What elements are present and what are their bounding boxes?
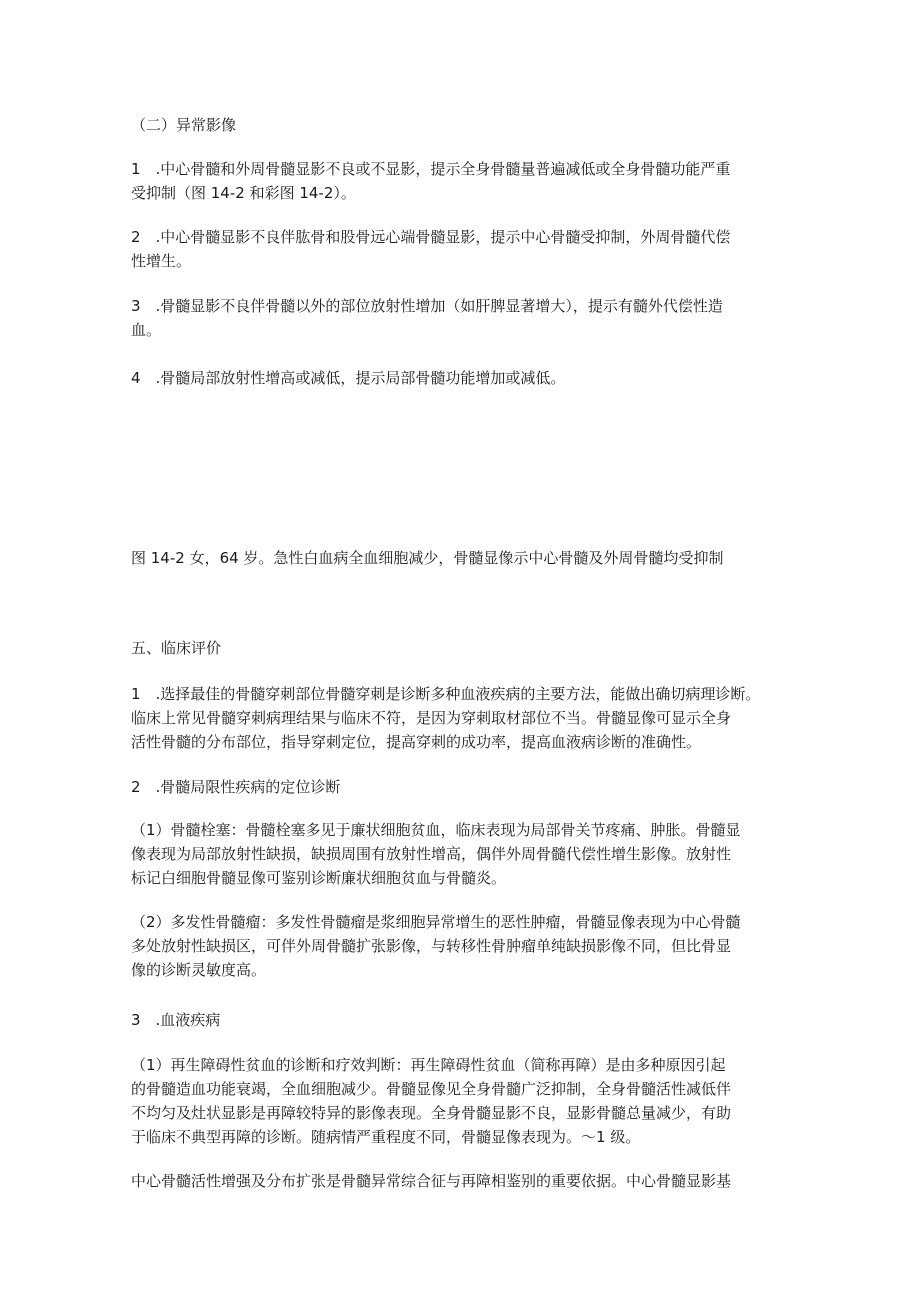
text-line: 性增生。	[131, 252, 192, 270]
paragraph-clinical-6	[131, 1053, 821, 1149]
text-line: 活性骨髓的分布部位，指导穿刺定位，提高穿刺的成功率，提高血液病诊断的准确性。	[131, 733, 702, 751]
text-line: （2）多发性骨髓瘤：多发性骨髓瘤是浆细胞异常增生的恶性肿瘤，骨髓显像表现为中心骨髓	[131, 913, 741, 931]
text-line: 4 .骨髓局部放射性增高或减低，提示局部骨髓功能增加或减低。	[131, 369, 566, 387]
paragraph-clinical-1	[131, 682, 821, 754]
text-line: 像的诊断灵敏度高。	[131, 961, 267, 979]
section-heading-abnormal-imaging: （二）异常影像	[131, 116, 237, 134]
text-line: 血。	[131, 321, 162, 339]
text-line: 受抑制（图 14-2 和彩图 14-2）。	[131, 184, 356, 202]
text-line: 标记白细胞骨髓显像可鉴别诊断廉状细胞贫血与骨髓炎。	[131, 869, 507, 887]
text-line: 2 .中心骨髓显影不良伴肱骨和股骨远心端骨髓显影，提示中心骨髓受抑制，外周骨髓代偿	[131, 228, 731, 246]
figure-caption: 图 14-2 女，64 岁。急性白血病全血细胞减少，骨髓显像示中心骨髓及外周骨髓均受抑制	[131, 549, 724, 567]
text-line: 2 .骨髓局限性疾病的定位诊断	[131, 778, 341, 796]
paragraph-clinical-2	[131, 775, 821, 799]
text-line: 3 .血液疾病	[131, 1011, 221, 1029]
section-heading-clinical-evaluation: 五、临床评价	[131, 639, 222, 657]
paragraph-clinical-7	[131, 1169, 821, 1193]
text-line: （1）骨髓栓塞：骨髓栓塞多见于廉状细胞贫血，临床表现为局部骨关节疼痛、肿胀。骨髓显	[131, 821, 741, 839]
text-line: 多处放射性缺损区，可伴外周骨髓扩张影像，与转移性骨肿瘤单纯缺损影像不同，但比骨显	[131, 937, 732, 955]
paragraph-abnormal-2	[131, 225, 821, 273]
paragraph-abnormal-3	[131, 294, 821, 342]
paragraph-clinical-4	[131, 910, 821, 982]
text-line: 1 .中心骨髓和外周骨髓显影不良或不显影，提示全身骨髓量普遍减低或全身骨髓功能严重	[131, 160, 731, 178]
text-line: 1 .选择最佳的骨髓穿刺部位骨髓穿刺是诊断多种血液疾病的主要方法，能做出确切病理诊断。	[131, 685, 761, 703]
text-line: 中心骨髓活性增强及分布扩张是骨髓异常综合征与再障相鉴别的重要依据。中心骨髓显影基	[131, 1172, 732, 1190]
text-line: 3 .骨髓显影不良伴骨髓以外的部位放射性增加（如肝脾显著增大），提示有髓外代偿性造	[131, 297, 723, 315]
paragraph-abnormal-1	[131, 157, 821, 205]
text-line: 的骨髓造血功能衰竭，全血细胞减少。骨髓显像见全身骨髓广泛抑制，全身骨髓活性减低伴	[131, 1080, 732, 1098]
paragraph-clinical-5	[131, 1008, 821, 1032]
paragraph-clinical-3	[131, 818, 821, 890]
text-line: 像表现为局部放射性缺损，缺损周围有放射性增高，偶伴外周骨髓代偿性增生影像。放射性	[131, 845, 732, 863]
paragraph-abnormal-4	[131, 366, 821, 390]
text-line: 于临床不典型再障的诊断。随病情严重程度不同，骨髓显像表现为。～1 级。	[131, 1128, 641, 1146]
text-line: （1）再生障碍性贫血的诊断和疗效判断：再生障碍性贫血（简称再障）是由多种原因引起	[131, 1056, 726, 1074]
text-line: 不均匀及灶状显影是再障较特异的影像表现。全身骨髓显影不良，显影骨髓总量减少，有助	[131, 1104, 732, 1122]
text-line: 临床上常见骨髓穿刺病理结果与临床不符，是因为穿刺取材部位不当。骨髓显像可显示全身	[131, 709, 732, 727]
